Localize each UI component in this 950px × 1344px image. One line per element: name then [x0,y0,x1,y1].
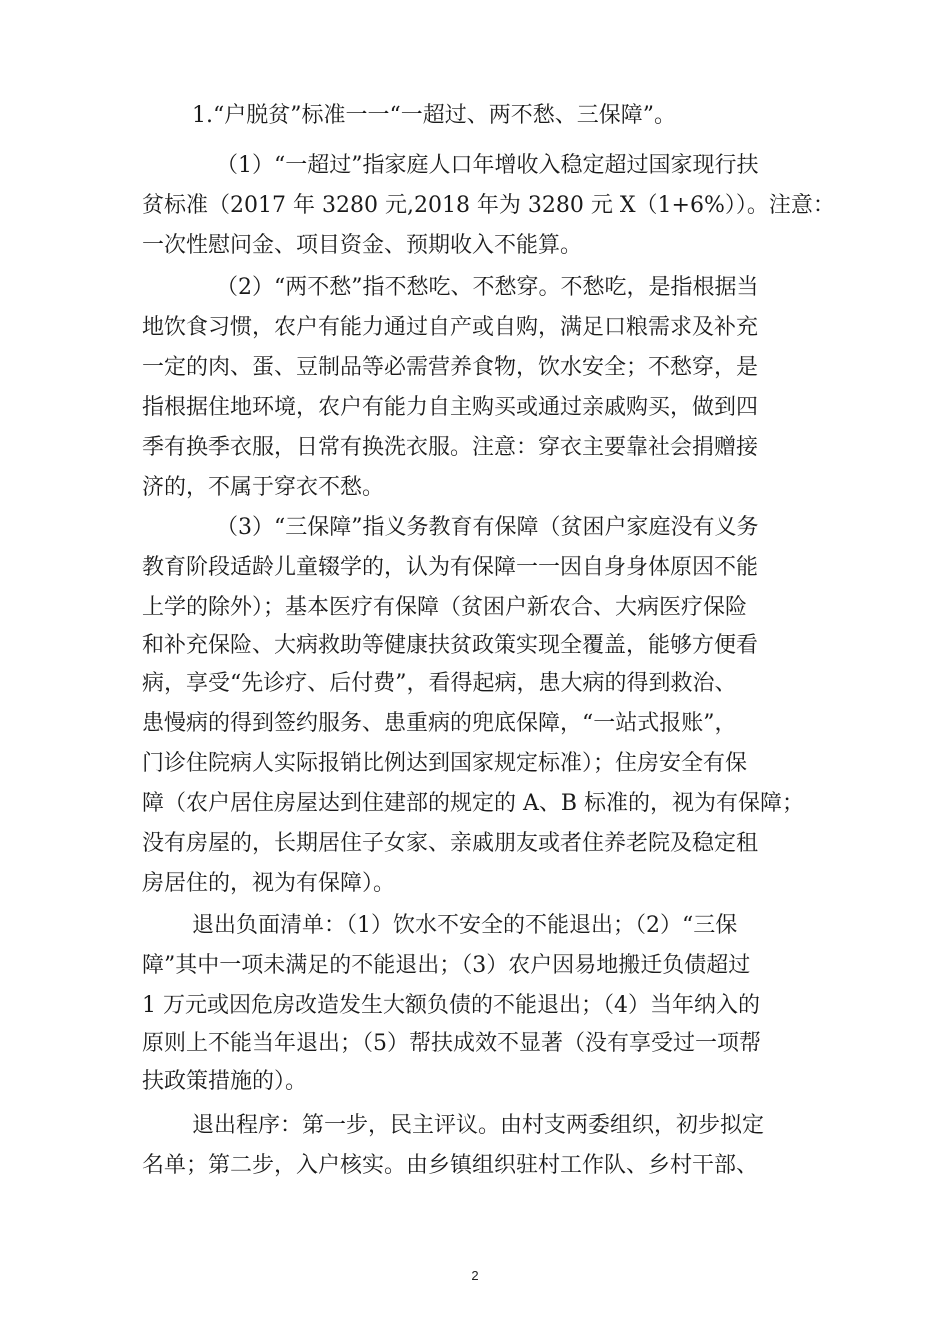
text-line: 扶政策措施的）。 [142,1069,308,1094]
text-line: 季有换季衣服，日常有换洗衣服。注意：穿衣主要靠社会捐赠接 [142,435,759,460]
text-line: 地饮食习惯，农户有能力通过自产或自购，满足口粮需求及补充 [142,315,759,340]
text-line: 贫标准（2017 年 3280 元,2018 年为 3280 元 X（1+6%））。注意： [142,193,835,218]
text-line: 退出程序：第一步，民主评议。由村支两委组织，初步拟定 [192,1113,765,1138]
text-line: 房居住的，视为有保障）。 [142,871,396,896]
page-number: 2 [471,1268,479,1283]
text-line: 障”其中一项未满足的不能退出；（3）农户因易地搬迁负债超过 [142,953,751,978]
text-line: （3）“三保障”指义务教育有保障（贫困户家庭没有义务 [216,515,759,540]
text-line: 一定的肉、蛋、豆制品等必需营养食物，饮水安全；不愁穿，是 [142,355,759,380]
text-line: 患慢病的得到签约服务、患重病的兜底保障，“一站式报账”， [142,711,737,736]
text-line: 教育阶段适龄儿童辍学的，认为有保障一一因自身身体原因不能 [142,555,759,580]
text-line: 门诊住院病人实际报销比例达到国家规定标准）；住房安全有保 [142,751,748,776]
text-line: 指根据住地环境，农户有能力自主购买或通过亲戚购买，做到四 [142,395,759,420]
text-line: 一次性慰问金、项目资金、预期收入不能算。 [142,233,583,258]
text-line: 上学的除外）；基本医疗有保障（贫困户新农合、大病医疗保险 [142,595,748,620]
text-line: 障（农户居住房屋达到住建部的规定的 A、B 标准的，视为有保障； [142,791,805,816]
text-line: 退出负面清单：（1）饮水不安全的不能退出；（2）“三保 [192,913,738,938]
text-line: 没有房屋的，长期居住子女家、亲戚朋友或者住养老院及稳定租 [142,831,759,856]
text-line: 和补充保险、大病救助等健康扶贫政策实现全覆盖，能够方便看 [142,633,759,658]
text-line: （2）“两不愁”指不愁吃、不愁穿。不愁吃，是指根据当 [216,275,759,300]
text-line: 名单；第二步，入户核实。由乡镇组织驻村工作队、乡村干部、 [142,1153,759,1178]
text-line: 济的，不属于穿衣不愁。 [142,475,385,500]
text-line: 1.“户脱贫”标准一一“一超过、两不愁、三保障”。 [192,103,676,128]
text-line: （1）“一超过”指家庭人口年增收入稳定超过国家现行扶 [216,153,759,178]
text-line: 1 万元或因危房改造发生大额负债的不能退出；（4）当年纳入的 [142,993,760,1018]
text-line: 病，享受“先诊疗、后付费”，看得起病，患大病的得到救治、 [142,671,737,696]
text-line: 原则上不能当年退出；（5）帮扶成效不显著（没有享受过一项帮 [142,1031,761,1056]
